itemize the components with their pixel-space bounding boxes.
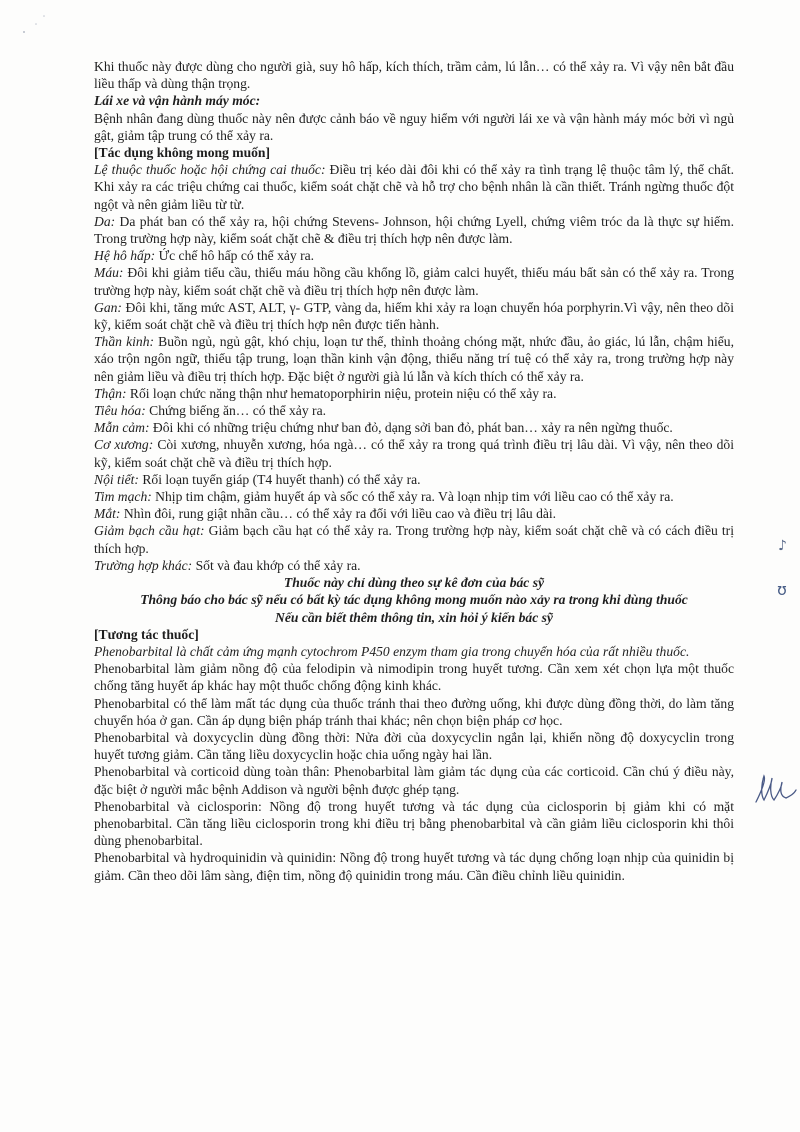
adverse-text: Chứng biếng ăn… có thể xảy ra. [145, 403, 326, 419]
margin-mark: ʊ [777, 580, 787, 599]
adverse-label: Hệ hô hấp: [94, 248, 156, 264]
adverse-item-other [94, 557, 734, 574]
interaction-item: Phenobarbital có thể làm mất tác dụng của thuốc tránh thai theo đường uống, khi được dùng đồng thời, do làm tăng chuyển hóa ở gan. Cần áp dụng biện pháp tránh thai khác; nên chọn biện pháp cơ học. [94, 695, 734, 728]
adverse-text: Sốt và đau khớp có thể xảy ra. [192, 557, 361, 573]
adverse-label: Tim mạch: [94, 489, 152, 505]
adverse-item-allergy [94, 419, 734, 436]
adverse-text: Giảm bạch cầu hạt có thể xảy ra. Trong trường hợp này, kiểm soát chặt chẽ và có cách điều trị thích hợp. [94, 523, 734, 556]
adverse-label: Nội tiết: [94, 471, 139, 487]
adverse-text: Đôi khi có những triệu chứng như ban đỏ, dạng sởi ban đỏ, phát ban… xảy ra nên ngừng thuốc. [149, 420, 673, 436]
document-page [94, 58, 734, 884]
adverse-item-skin [94, 213, 734, 247]
heading-driving: Lái xe và vận hành máy móc: [94, 93, 261, 109]
adverse-effects-list [94, 161, 734, 574]
interactions-list [94, 660, 734, 884]
adverse-item-eye [94, 505, 734, 522]
adverse-label: Giảm bạch cầu hạt: [94, 523, 205, 539]
adverse-label: Cơ xương: [94, 437, 154, 453]
adverse-text: Đôi khi, tăng mức AST, ALT, γ- GTP, vàng da, hiếm khi xảy ra loạn chuyển hóa porphyrin.Vì vậy, nên theo dõi kỹ, kiểm soát chặt chẽ và điều trị thích hợp nên được tiến hành. [94, 299, 734, 333]
notice-line: Thuốc này chỉ dùng theo sự kê đơn của bác sỹ [283, 575, 545, 591]
adverse-item-digestive [94, 402, 734, 419]
intro-paragraph: Khi thuốc này được dùng cho người già, suy hô hấp, kích thích, trầm cảm, lú lẫn… có thể xảy ra. Vì vậy nên bắt đầu liều thấp và dùng thận trọng. [94, 59, 734, 92]
adverse-text: Ức chế hô hấp có thể xảy ra. [155, 248, 315, 264]
adverse-text: Rối loạn chức năng thận như hematoporphirin niệu, protein niệu có thể xảy ra. [126, 385, 557, 401]
adverse-text: Nhịp tim chậm, giảm huyết áp và sốc có thể xảy ra. Và loạn nhịp tim với liều cao có thể xảy ra. [151, 489, 674, 505]
adverse-text: Da phát ban có thể xảy ra, hội chứng Stevens- Johnson, hội chứng Lyell, chứng viêm tróc da là thực sự hiếm. Trong trường hợp này, kiểm soát chặt chẽ & điều trị thích hợp nên được làm. [94, 213, 734, 247]
heading-adverse-effects: [Tác dụng không mong muốn] [94, 145, 271, 161]
interaction-item: Phenobarbital và doxycyclin dùng đồng thời: Nửa đời của doxycyclin ngắn lại, khiến nồng độ doxycyclin trong huyết tương giảm. Cần tăng liều doxycyclin hoặc chia uống ngày hai lần. [94, 729, 734, 763]
adverse-text: Đôi khi giảm tiểu cầu, thiếu máu hồng cầu khổng lồ, giảm calci huyết, thiếu máu bất sản có thể xảy ra. Trong trường hợp này, kiểm soát chặt chẽ và điều trị thích hợp nên được làm. [94, 265, 734, 298]
adverse-text: Còi xương, nhuyễn xương, hóa ngà… có thể xảy ra trong quá trình điều trị lâu dài. Vì vậy, nên theo dõi kỹ, kiểm soát chặt chẽ và điều trị thích hợp. [94, 437, 734, 470]
adverse-label: Trường hợp khác: [94, 557, 193, 573]
adverse-label: Thần kinh: [94, 334, 155, 350]
driving-paragraph: Bệnh nhân đang dùng thuốc này nên được cảnh báo về nguy hiểm với người lái xe và vận hành máy móc bởi vì ngủ gật, giảm tập trung có thể xảy ra. [94, 110, 734, 143]
adverse-item-nervous [94, 333, 734, 385]
interaction-item: Phenobarbital làm giảm nồng độ của felodipin và nimodipin trong huyết tương. Cần xem xét chọn lựa một thuốc chống tăng huyết áp khác hay một thuốc chống động kinh khác. [94, 661, 734, 694]
prescription-notice [94, 574, 734, 626]
adverse-item-liver [94, 299, 734, 333]
interaction-item: Phenobarbital và ciclosporin: Nồng độ trong huyết tương và tác dụng của ciclosporin bị giảm khi có mặt phenobarbital. Cần tăng liều ciclosporin trong khi điều trị bằng phenobarbital và cần giảm liều ciclosporin khi thôi dùng phenobarbital. [94, 798, 734, 849]
adverse-item-blood [94, 264, 734, 298]
notice-line: Thông báo cho bác sỹ nếu có bất kỳ tác dụng không mong muốn nào xảy ra trong khi dùng thuốc [140, 592, 688, 608]
interaction-item: Phenobarbital và corticoid dùng toàn thân: Phenobarbital làm giảm tác dụng của các corticoid. Cần chú ý điều này, đặc biệt ở người mắc bệnh Addison và người bệnh được ghép tạng. [94, 764, 734, 797]
adverse-item-kidney [94, 385, 734, 402]
interaction-item: Phenobarbital và hydroquinidin và quinidin: Nồng độ trong huyết tương và tác dụng chống loạn nhịp của quinidin bị giảm. Cần theo dõi lâm sàng, điện tim, nồng độ quinidin trong máu. Cần điều chỉnh liều quinidin. [94, 850, 734, 883]
adverse-item-endocrine [94, 471, 734, 488]
handwritten-initials-scribble [752, 772, 798, 808]
adverse-item-dependence [94, 161, 734, 213]
adverse-item-cardio [94, 488, 734, 505]
adverse-text: Buồn ngủ, ngủ gật, khó chịu, loạn tư thế, thỉnh thoảng chóng mặt, nhức đầu, ảo giác, lú lẫn, chậm hiểu, xáo trộn ngôn ngữ, thiếu tập trung, loạn thần kinh vận động, thiểu năng trí tuệ có thể xảy ra, trong trường hợp này nên giảm liều và điều trị thích hợp. Đặc biệt ở người già lú lẫn và kích thích có thể xảy ra. [94, 334, 735, 384]
adverse-text: Điều trị kéo dài đôi khi có thể xảy ra tình trạng lệ thuộc tâm lý, thể chất. Khi xảy ra các triệu chứng cai thuốc, kiểm soát chặt chẽ và hỗ trợ cho bệnh nhân là cần thiết. Tránh ngừng thuốc đột ngột và nên giảm liều từ từ. [94, 162, 734, 212]
adverse-item-bone [94, 436, 734, 470]
adverse-label: Lệ thuộc thuốc hoặc hội chứng cai thuốc: [94, 162, 326, 178]
adverse-item-respiratory [94, 247, 734, 264]
margin-mark: ♪ [778, 538, 787, 554]
scan-speck-marks [20, 10, 60, 40]
adverse-text: Nhìn đôi, rung giật nhãn cầu… có thể xảy ra đối với liều cao và điều trị lâu dài. [120, 506, 557, 522]
adverse-label: Mẫn cảm: [94, 420, 150, 436]
adverse-label: Thận: [94, 385, 127, 401]
heading-interactions: [Tương tác thuốc] [94, 626, 199, 642]
notice-line: Nếu cần biết thêm thông tin, xin hỏi ý kiến bác sỹ [275, 609, 553, 625]
adverse-text: Rối loạn tuyến giáp (T4 huyết thanh) có thể xảy ra. [138, 471, 421, 487]
adverse-label: Gan: [94, 299, 122, 315]
adverse-label: Máu: [94, 265, 124, 281]
adverse-label: Mắt: [94, 506, 121, 522]
interactions-intro: Phenobarbital là chất cảm ứng mạnh cytochrom P450 enzym tham gia trong chuyển hóa của rất nhiều thuốc. [94, 643, 690, 659]
adverse-label: Da: [94, 213, 116, 229]
adverse-item-agranulocytosis [94, 522, 734, 556]
adverse-label: Tiêu hóa: [94, 403, 146, 419]
